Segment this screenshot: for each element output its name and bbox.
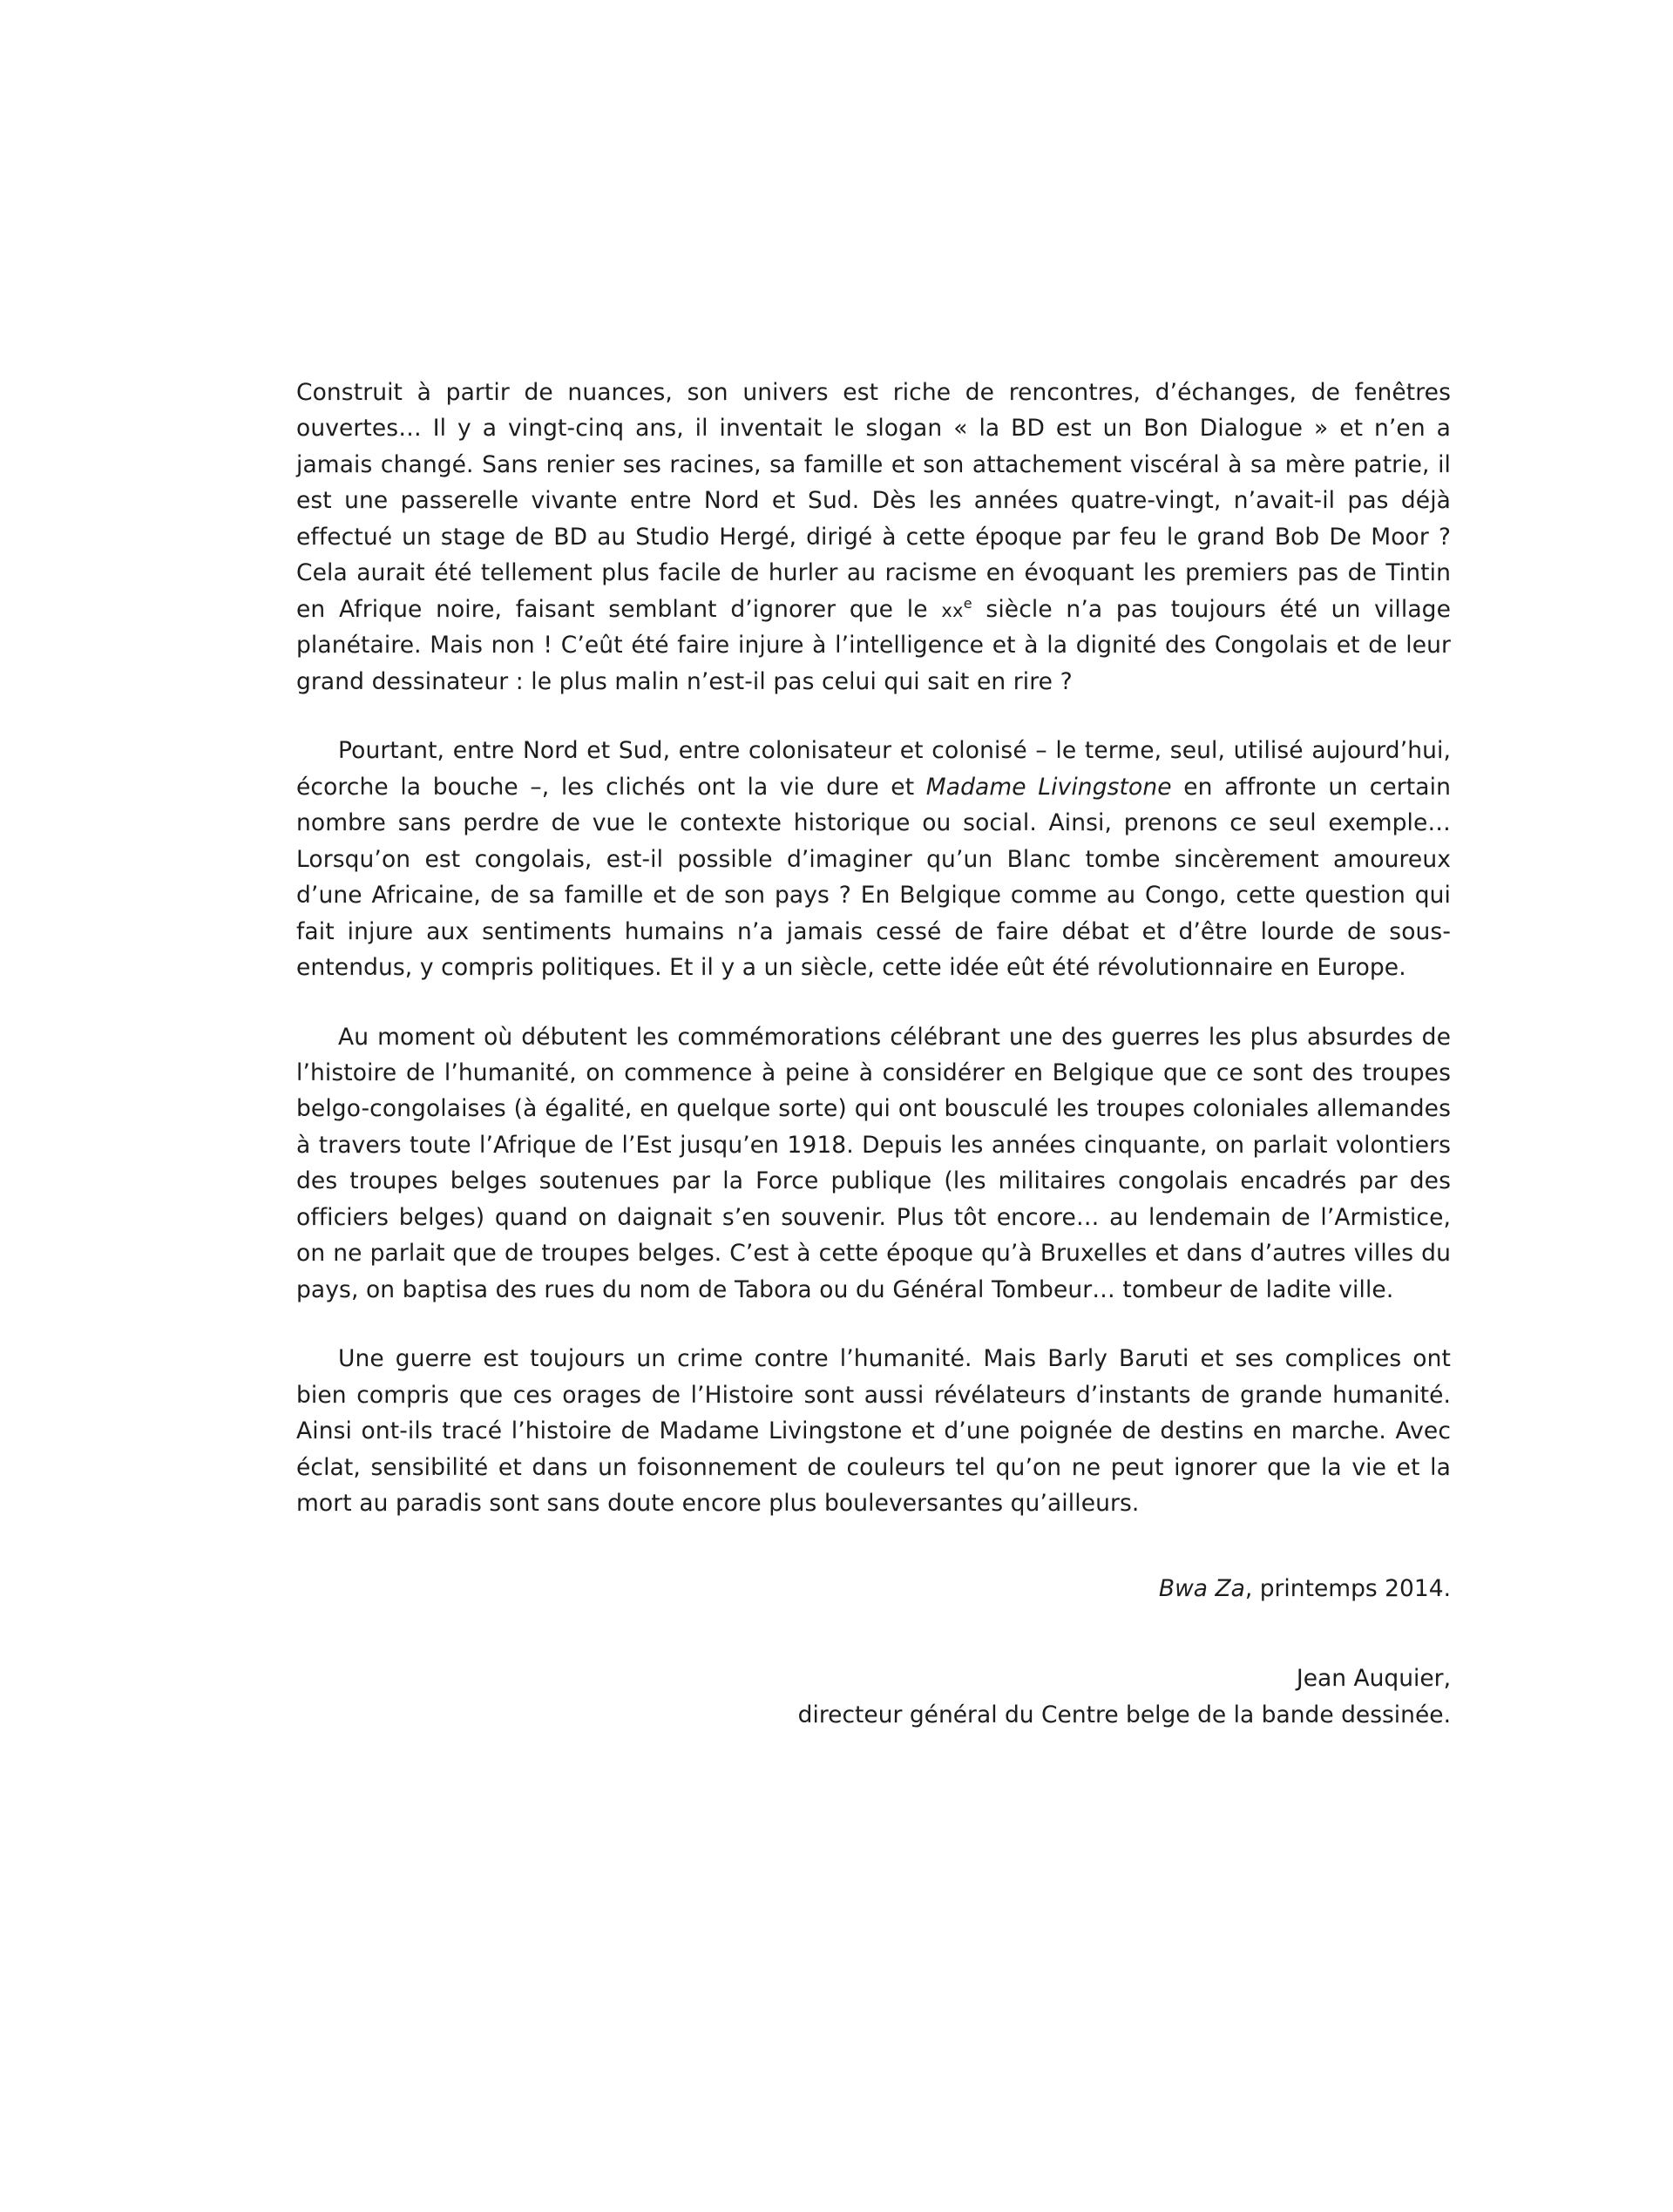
- paragraph-4-text: Une guerre est toujours un crime contre l’humanité. Mais Barly Baruti et ses complices ont bien compris que ces orages de l’Histoire sont aussi révélateurs d’instants de grande humanité. Ainsi ont-ils tracé l’histoire de Madame Livingstone et d’une poignée de destins en marche. Avec éclat, sensibilité et dans un foisonnement de couleurs tel qu’on ne peut ignorer que la vie et la mort au paradis sont sans doute encore plus bouleversantes qu’ailleurs.: [296, 1345, 1451, 1518]
- paragraph-1-superscript-e: e: [963, 594, 972, 612]
- signoff-place: [296, 1571, 1451, 1607]
- paragraph-3-text: Au moment où débutent les commémorations célébrant une des guerres les plus absurdes de l’histoire de l’humanité, on commence à peine à considérer en Belgique que ce sont des troupes belgo-congolaises (à égalité, en quelque sorte) qui ont bousculé les troupes coloniales allemandes à travers toute l’Afrique de l’Est jusqu’en 1918. Depuis les années cinquante, on parlait volontiers des troupes belges soutenues par la Force publique (les militaires congolais encadrés par des officiers belges) quand on daignait s’en souvenir. Plus tôt encore… au lendemain de l’Armistice, on ne parlait que de troupes belges. C’est à cette époque qu’à Bruxelles et dans d’autres villes du pays, on baptisa des rues du nom de Tabora ou du Général Tombeur… tombeur de ladite ville.: [296, 1023, 1451, 1303]
- paragraph-4: [296, 1341, 1451, 1521]
- signoff-place-italic: Bwa Za: [1158, 1574, 1245, 1602]
- paragraph-2: [296, 733, 1451, 985]
- paragraph-1-smallcaps-century: xx: [941, 599, 964, 621]
- signoff-place-date: , printemps 2014.: [1244, 1574, 1451, 1602]
- paragraph-1-part-1: Construit à partir de nuances, son univers est riche de rencontres, d’échanges, de fenêtres ouvertes… Il y a vingt-cinq ans, il inventait le slogan « la BD est un Bon Dialogue » et n’en a jamais changé. Sans renier ses racines, sa famille et son attachement viscéral à sa mère patrie, il est une passerelle vivante entre Nord et Sud. Dès les années quatre-vingt, n’avait-il pas déjà effectué un stage de BD au Studio Hergé, dirigé à cette époque par feu le grand Bob De Moor ? Cela aurait été tellement plus facile de hurler au racisme en évoquant les premiers pas de Tintin en Afrique noire, faisant semblant d’ignorer que le: [296, 379, 1451, 623]
- signoff-author-title: directeur général du Centre belge de la bande dessinée.: [797, 1701, 1451, 1728]
- paragraph-1: [296, 375, 1451, 700]
- text-column: [296, 375, 1451, 1733]
- paragraph-2-part-1: Pourtant, entre Nord et Sud, entre colonisateur et colonisé – le terme, seul, utilisé aujourd’hui, écorche la bouche –, les clichés ont la vie dure et: [296, 737, 1451, 801]
- paragraph-2-part-2: en affronte un certain nombre sans perdre de vue le contexte historique ou social. Ainsi, prenons ce seul exemple… Lorsqu’on est congolais, est-il possible d’imaginer qu’un Blanc tombe sincèrement amoureux d’une Africaine, de sa famille et de son pays ? En Belgique comme au Congo, cette question qui fait injure aux sentiments humains n’a jamais cessé de faire débat et d’être lourde de sous-entendus, y compris politiques. Et il y a un siècle, cette idée eût été révolutionnaire en Europe.: [296, 773, 1451, 982]
- paragraph-2-title-madame-livingstone: Madame Livingstone: [925, 773, 1172, 801]
- signoff-author-name: Jean Auquier,: [1296, 1665, 1451, 1693]
- paragraph-3: [296, 1019, 1451, 1309]
- signoff-author: [296, 1661, 1451, 1733]
- paragraph-1-part-2: siècle n’a pas toujours été un village planétaire. Mais non ! C’eût été faire injure à l’intelligence et à la dignité des Congolais et de leur grand dessinateur : le plus malin n’est-il pas celui qui sait en rire ?: [296, 595, 1451, 695]
